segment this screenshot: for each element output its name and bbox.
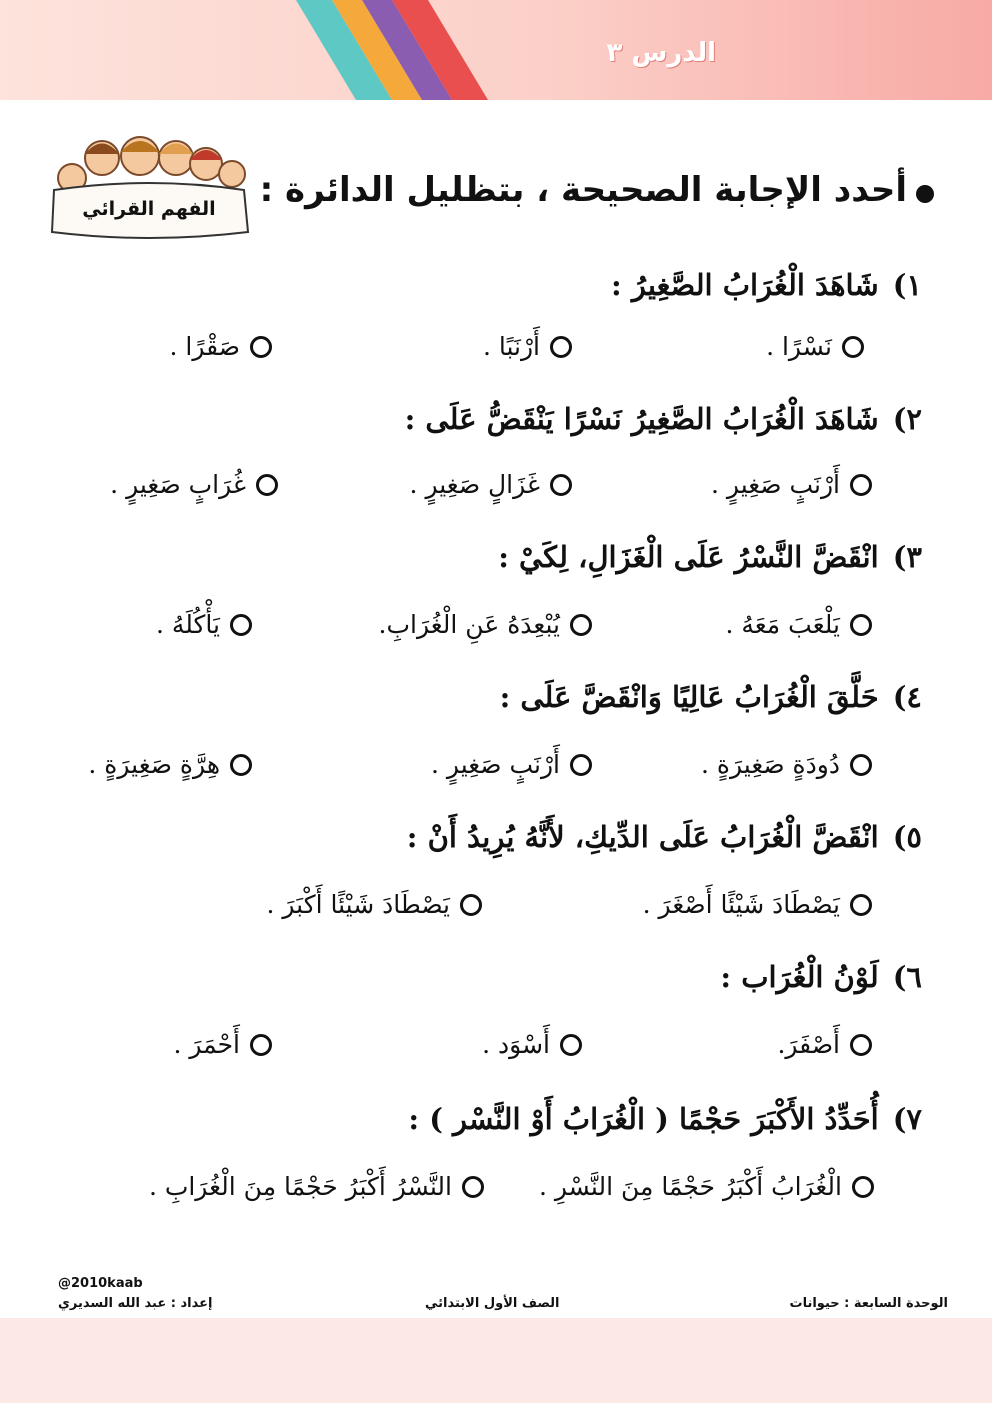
answer-circle-icon[interactable] [230,754,252,776]
question-1 [611,268,922,302]
option-text: يَصْطَادَ شَيْئًا أَكْبَرَ . [266,890,450,919]
answer-circle-icon[interactable] [850,1034,872,1056]
answer-option[interactable] [643,890,872,919]
answer-circle-icon[interactable] [460,894,482,916]
header-stripes [0,0,992,100]
answer-option[interactable] [711,470,872,499]
option-text: هِرَّةٍ صَغِيرَةٍ . [88,750,220,779]
answer-option[interactable] [539,1172,874,1201]
answer-option[interactable] [88,750,252,779]
option-text: أَسْوَد . [482,1030,550,1059]
answer-option[interactable] [379,610,592,639]
answer-circle-icon[interactable] [256,474,278,496]
footer-band [0,1318,992,1403]
answer-circle-icon[interactable] [850,474,872,496]
answer-circle-icon[interactable] [842,336,864,358]
option-text: يَلْعَبَ مَعَهُ . [725,610,840,639]
question-number: ٥) [892,820,922,854]
option-text: أَرْنَبٍ صَغِيرٍ . [431,750,560,779]
answer-option[interactable] [110,470,278,499]
answer-circle-icon[interactable] [550,336,572,358]
question-text: شَاهَدَ الْغُرَابُ الصَّغِيرُ نَسْرًا يَنْقَضُّ عَلَى : [404,402,879,436]
option-text: غُرَابٍ صَغِيرٍ . [110,470,246,499]
option-text: أَصْفَرَ. [777,1030,840,1059]
answer-circle-icon[interactable] [850,894,872,916]
answer-circle-icon[interactable] [852,1176,874,1198]
answer-option[interactable] [483,332,572,361]
option-text: نَسْرًا . [766,332,832,361]
answer-circle-icon[interactable] [850,754,872,776]
question-text: حَلَّقَ الْغُرَابُ عَالِيًا وَانْقَضَّ عَلَى : [499,680,879,714]
question-number: ٦) [892,960,922,994]
footer-unit: الوحدة السابعة : حيوانات [789,1296,948,1311]
answer-circle-icon[interactable] [462,1176,484,1198]
answer-option[interactable] [766,332,864,361]
answer-option[interactable] [701,750,872,779]
answer-option[interactable] [725,610,872,639]
question-text: لَوْنُ الْغُرَاب : [720,960,879,994]
reading-comprehension-badge [44,128,254,248]
option-text: أَرْنَبٍ صَغِيرٍ . [711,470,840,499]
lesson-title: الدرس ٣ [606,38,716,68]
answer-option[interactable] [169,332,272,361]
answer-option[interactable] [173,1030,272,1059]
question-2 [405,402,922,436]
footer-author: إعداد : عبد الله السديري [58,1296,213,1311]
answer-circle-icon[interactable] [550,474,572,496]
answer-circle-icon[interactable] [560,1034,582,1056]
answer-option[interactable] [410,470,572,499]
question-text: شَاهَدَ الْغُرَابُ الصَّغِيرُ : [611,268,879,302]
option-text: الْغُرَابُ أَكْبَرُ حَجْمًا مِنَ النَّسْرِ . [538,1172,842,1201]
kids-illustration [44,128,254,248]
option-text: النَّسْرُ أَكْبَرُ حَجْمًا مِنَ الْغُرَابِ . [148,1172,452,1201]
option-text: أَرْنَبًا . [482,332,540,361]
answer-option[interactable] [482,1030,582,1059]
question-7 [408,1102,922,1136]
option-text: دُودَةٍ صَغِيرَةٍ . [700,750,840,779]
question-6 [720,960,922,994]
question-text: انْقَضَّ الْغُرَابُ عَلَى الدِّيكِ، لأَنَّهُ يُرِيدُ أَنْ : [406,820,879,854]
option-text: يُبْعِدَهُ عَنِ الْغُرَابِ. [378,610,560,639]
question-number: ٧) [892,1102,922,1136]
question-4 [500,680,922,714]
instruction-heading: أحدد الإجابة الصحيحة ، بتظليل الدائرة : [259,170,907,210]
question-number: ١) [892,268,922,302]
answer-option[interactable] [431,750,592,779]
answer-circle-icon[interactable] [570,754,592,776]
instruction-bullet [916,185,934,203]
option-text: غَزَالٍ صَغِيرٍ . [409,470,540,499]
answer-option[interactable] [266,890,482,919]
question-number: ٣) [892,540,922,574]
answer-option[interactable] [777,1030,872,1059]
answer-option[interactable] [149,1172,484,1201]
answer-circle-icon[interactable] [570,614,592,636]
footer-handle: @2010kaab [58,1276,143,1291]
answer-circle-icon[interactable] [250,336,272,358]
option-text: يَأْكُلَهُ . [155,610,220,639]
badge-label: الفهم القرائي [82,198,216,220]
answer-circle-icon[interactable] [230,614,252,636]
option-text: صَقْرًا . [169,332,240,361]
option-text: يَصْطَادَ شَيْئًا أَصْغَرَ . [642,890,840,919]
question-3 [498,540,922,574]
footer-grade: الصف الأول الابتدائي [425,1296,560,1311]
question-text: انْقَضَّ النَّسْرُ عَلَى الْغَزَالِ، لِكَيْ : [498,540,879,574]
question-text: أُحَدِّدُ الأَكْبَرَ حَجْمًا ( الْغُرَابُ أَوْ النَّسْر ) : [408,1102,879,1136]
option-text: أَحْمَرَ . [173,1030,240,1059]
question-number: ٤) [892,680,922,714]
question-number: ٢) [892,402,922,436]
answer-circle-icon[interactable] [850,614,872,636]
answer-circle-icon[interactable] [250,1034,272,1056]
answer-option[interactable] [156,610,252,639]
question-5 [407,820,922,854]
